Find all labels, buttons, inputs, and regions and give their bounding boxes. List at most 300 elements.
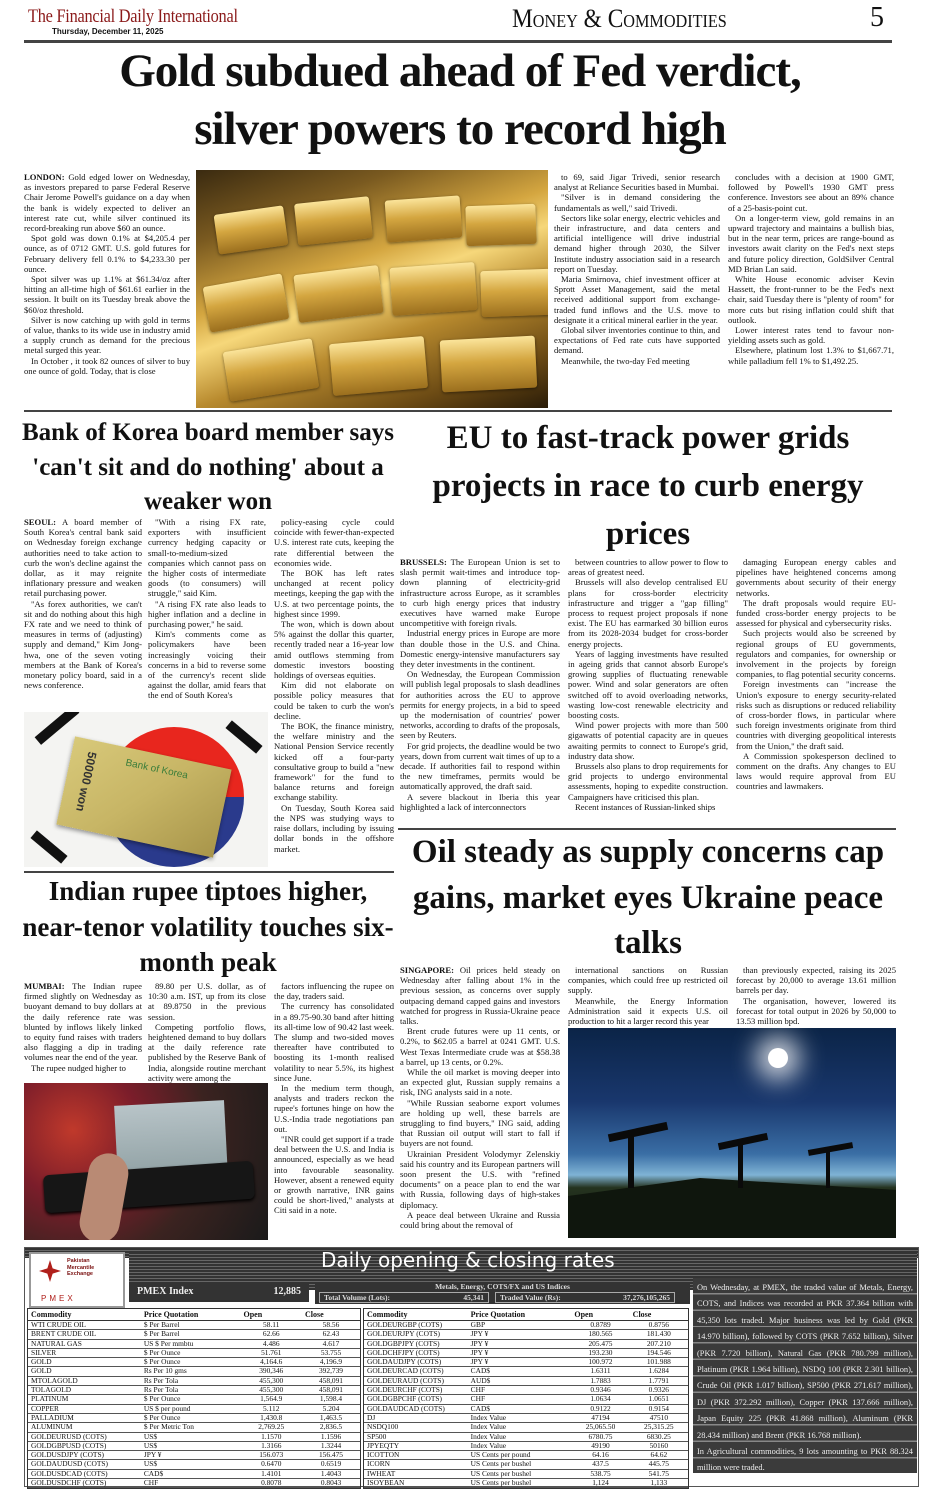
paragraph-text: Industrial energy prices in Europe are more than double those in the U.S. and China. Domestic energy-intensive manufacturers say they deter investments in the continent. bbox=[400, 628, 560, 670]
oil-column-3 bbox=[736, 965, 896, 1026]
quotation-cell: JPY ¥ bbox=[468, 1348, 572, 1357]
open-cell: 1.1570 bbox=[240, 1432, 302, 1441]
pmex-index-value: 12,885 bbox=[273, 1286, 301, 1297]
paragraph bbox=[24, 356, 190, 376]
paragraph-text: While the oil market is moving deeper into an expected glut, Russian supply remains a risk, ING analysts said in a note. bbox=[400, 1067, 560, 1098]
commodity-cell: GOLDUSDJPY (COTS) bbox=[28, 1451, 141, 1460]
commodity-cell: GOLDAUDCAD (COTS) bbox=[364, 1404, 468, 1413]
quotation-cell: GBP bbox=[468, 1321, 572, 1330]
paragraph-text: Sectors like solar energy, electric vehicles and their infrastructure, and data centers and artificial intelligence will drive industrial demand higher through 2030, the Silver Institute industry association said in a research report on Tuesday. bbox=[554, 212, 720, 274]
paragraph-text: Spot silver was up 1.1% at $61.34/oz after hitting an all-time high of $61.61 earlier in the session. It built on its Tuesday break above the $60/oz threshold. bbox=[24, 274, 190, 315]
paragraph bbox=[148, 599, 266, 630]
commodity-cell: GOLDGBPCHF (COTS) bbox=[364, 1395, 468, 1404]
commodity-cell: PLATINUM bbox=[28, 1395, 141, 1404]
quotation-cell: CAD$ bbox=[141, 1469, 241, 1478]
paragraph bbox=[554, 192, 720, 212]
paragraph-text: In October , it took 82 ounces of silver to buy one ounce of gold. Today, that is close bbox=[24, 355, 190, 376]
rate-row bbox=[28, 1348, 360, 1357]
paragraph-text: Brent crude futures were up 11 cents, or 0.2%, to $62.05 a barrel at 0241 GMT. U.S. West Texas Intermediate crude was at $58.38 a barrel, up 13 cents, or 0.2%. bbox=[400, 1026, 560, 1067]
paragraph-text: concludes with a decision at 1900 GMT, followed by Powell's 1930 GMT press conference. Investors see about an 89% chance of a 25-basis-point cut. bbox=[728, 172, 894, 213]
commodity-cell: GOLDEURGBP (COTS) bbox=[364, 1321, 468, 1330]
commodity-cell: GOLDEURCHF (COTS) bbox=[364, 1386, 468, 1395]
close-cell: 0.8043 bbox=[302, 1479, 360, 1488]
paragraph bbox=[736, 965, 896, 996]
rate-row bbox=[364, 1460, 688, 1469]
paragraph bbox=[728, 172, 894, 213]
pmex-index-label: PMEX Index bbox=[137, 1286, 194, 1297]
close-cell: 1.7791 bbox=[630, 1376, 688, 1385]
commodity-cell: GOLD bbox=[28, 1367, 141, 1376]
quotation-cell: JPY ¥ bbox=[468, 1330, 572, 1339]
pmex-summary-note bbox=[693, 1278, 917, 1473]
paragraph bbox=[554, 172, 720, 192]
dateline: LONDON: bbox=[24, 172, 65, 182]
paragraph bbox=[568, 557, 728, 577]
rupee-smartphone-photo bbox=[24, 1083, 268, 1240]
commodity-cell: WTI CRUDE OIL bbox=[28, 1321, 141, 1330]
quotation-cell: US Cents per bushel bbox=[468, 1469, 572, 1478]
paragraph-text: "With a rising FX rate, exporters with insufficient currency hedging capacity or small-to-medium-sized companies which cannot pass on the higher costs of intermediate goods (to consumers) will struggle," said Kim. bbox=[148, 517, 266, 599]
rupee-headline: Indian rupee tiptoes higher, near-tenor volatility touches six-month peak bbox=[22, 876, 394, 977]
rates-table-left-wrap bbox=[27, 1308, 361, 1489]
korea-column-3 bbox=[274, 517, 394, 854]
quotation-cell: $ Per Metric Ton bbox=[141, 1423, 241, 1432]
paragraph bbox=[400, 669, 560, 740]
close-cell: 0.8756 bbox=[630, 1321, 688, 1330]
rupee-rule bbox=[24, 871, 394, 873]
paragraph bbox=[728, 325, 894, 345]
close-cell: 25,315.25 bbox=[630, 1423, 688, 1432]
gold-headline-line1: Gold subdued ahead of Fed verdict, bbox=[119, 45, 801, 97]
open-cell: 156.073 bbox=[240, 1451, 302, 1460]
rate-row bbox=[28, 1386, 360, 1395]
close-cell: 62.43 bbox=[302, 1330, 360, 1339]
korea-column-2 bbox=[148, 517, 266, 701]
masthead: The Financial Daily International bbox=[28, 6, 238, 27]
paragraph-text: Elsewhere, platinum lost 1.3% to $1,667.71, while palladium fell 1% to $1,492.25. bbox=[728, 345, 894, 366]
gold-column-2 bbox=[554, 172, 720, 366]
paragraph-text: The European Union is set to slash permit wait-times and introduce top-down planning of electricity-grid infrastructure across Europe, as it scrambles to curb high energy prices that industry executives have warned make Europe uncompetitive with foreign rivals. bbox=[400, 557, 560, 629]
commodity-cell: GOLDEURJPY (COTS) bbox=[364, 1330, 468, 1339]
rates-subtitle: Metals, Energy, COTS/FX and US Indices bbox=[435, 1282, 570, 1291]
open-cell: 1,430.8 bbox=[240, 1413, 302, 1422]
paragraph-text: In the medium term though, analysts and traders reckon the rupee's fortunes hinge on how the U.S.-India trade negotiations pan out. bbox=[274, 1083, 394, 1134]
commodity-cell: GOLDEURAUD (COTS) bbox=[364, 1376, 468, 1385]
col-header: Commodity bbox=[364, 1309, 468, 1321]
quotation-cell: Rs Per Tola bbox=[141, 1386, 241, 1395]
paragraph bbox=[274, 517, 394, 568]
rate-row bbox=[28, 1432, 360, 1441]
paragraph bbox=[568, 965, 728, 996]
commodity-cell: IWHEAT bbox=[364, 1469, 468, 1478]
open-cell: 5.112 bbox=[240, 1404, 302, 1413]
paragraph bbox=[568, 577, 728, 648]
paragraph-text: "A rising FX rate also leads to higher inflation and a decline in purchasing power," he said. bbox=[148, 598, 266, 630]
quotation-cell: AUD$ bbox=[468, 1376, 572, 1385]
paragraph bbox=[148, 1022, 266, 1083]
paragraph-text: "As forex authorities, we can't sit and do nothing about this high FX rate and we need to think of measures in terms of (adjusting) supply and demand," Kim Jong-hwa, one of the seven voting members at the Bank of Korea's monetary policy board, said in a news conference. bbox=[24, 598, 142, 691]
commodity-cell: GOLDGBPUSD (COTS) bbox=[28, 1441, 141, 1450]
open-cell: 1.6311 bbox=[571, 1367, 629, 1376]
paragraph-text: policy-easing cycle could coincide with fewer-than-expected U.S. interest rate cuts, keeping the rate differential between the economies wide. bbox=[274, 517, 394, 568]
commodity-cell: JPYEQTY bbox=[364, 1441, 468, 1450]
traded-value-label: Traded Value (Rs): bbox=[500, 1293, 561, 1302]
korea-column-1 bbox=[24, 517, 142, 690]
open-cell: 1.7883 bbox=[571, 1376, 629, 1385]
dateline: SINGAPORE: bbox=[400, 965, 454, 975]
paragraph bbox=[400, 1067, 560, 1098]
quotation-cell: JPY ¥ bbox=[468, 1358, 572, 1367]
commodity-cell: GOLDEURCAD (COTS) bbox=[364, 1367, 468, 1376]
close-cell: 181.430 bbox=[630, 1330, 688, 1339]
quotation-cell: Rs Per Tola bbox=[141, 1376, 241, 1385]
page-number: 5 bbox=[870, 2, 884, 33]
paragraph-text: On a longer-term view, gold remains in an upward trajectory and maintains a bullish bias, but in the near term, prices are range-bound as investors await clarity on the Fed's next steps and future policy direction, GoldSilver Central MD Brian Lan said. bbox=[728, 212, 894, 274]
paragraph bbox=[24, 517, 142, 599]
paragraph-text: to 69, said Jigar Trivedi, senior research analyst at Reliance Securities based in Mumbai. bbox=[554, 172, 720, 193]
korea-headline: Bank of Korea board member says 'can't sit and do nothing' about a weaker won bbox=[22, 419, 394, 515]
open-cell: 455,300 bbox=[240, 1376, 302, 1385]
open-cell: 49190 bbox=[571, 1441, 629, 1450]
paragraph bbox=[400, 1149, 560, 1210]
paragraph bbox=[568, 649, 728, 720]
close-cell: 1,133 bbox=[630, 1479, 688, 1488]
pmex-logo bbox=[29, 1252, 125, 1308]
rate-row bbox=[364, 1432, 688, 1441]
paragraph bbox=[24, 1063, 142, 1073]
open-cell: 0.9346 bbox=[571, 1386, 629, 1395]
open-cell: 437.5 bbox=[571, 1460, 629, 1469]
paragraph bbox=[400, 1026, 560, 1067]
paragraph bbox=[400, 792, 560, 812]
paragraph-text: Brussels will also develop centralised EU plans for cross-border electricity infrastructure and trigger a "gap filling" process to request project proposals if none exist. The EU has earmarked 30 billion euros from its 2028-2034 budget for cross-border energy projects. bbox=[568, 577, 728, 649]
rate-row bbox=[28, 1358, 360, 1367]
col-header: Commodity bbox=[28, 1309, 141, 1321]
paragraph-text: between countries to allow power to flow to areas of greatest need. bbox=[568, 557, 728, 578]
rupee-column-2 bbox=[148, 981, 266, 1083]
open-cell: 205.475 bbox=[571, 1339, 629, 1348]
oil-column-2 bbox=[568, 965, 728, 1026]
paragraph bbox=[274, 1001, 394, 1083]
commodity-cell: NSDQ100 bbox=[364, 1423, 468, 1432]
rate-row bbox=[364, 1339, 688, 1348]
rate-row bbox=[28, 1460, 360, 1469]
col-header: Close bbox=[630, 1309, 688, 1321]
paragraph bbox=[274, 981, 394, 1001]
close-cell: 445.75 bbox=[630, 1460, 688, 1469]
quotation-cell: US $ per pound bbox=[141, 1404, 241, 1413]
close-cell: 1.4043 bbox=[302, 1469, 360, 1478]
commodity-cell: GOLDUSDCAD (COTS) bbox=[28, 1469, 141, 1478]
close-cell: 50160 bbox=[630, 1441, 688, 1450]
oil-pumpjack-photo bbox=[568, 1028, 896, 1238]
quotation-cell: US$ bbox=[141, 1432, 241, 1441]
paragraph-text: international sanctions on Russian companies, which could free up restricted oil supply. bbox=[568, 965, 728, 996]
paragraph bbox=[274, 680, 394, 721]
close-cell: 4,196.9 bbox=[302, 1358, 360, 1367]
quotation-cell: Index Value bbox=[468, 1441, 572, 1450]
paragraph bbox=[568, 761, 728, 802]
issue-date: Thursday, December 11, 2025 bbox=[52, 27, 164, 36]
close-cell: 1.6284 bbox=[630, 1367, 688, 1376]
rate-row bbox=[28, 1339, 360, 1348]
pmex-note-agri: In Agricultural commodities, 9 lots amounting to PKR 88.324 million were traded. bbox=[697, 1447, 913, 1473]
paragraph-text: A severe blackout in Iberia this year highlighted a lack of interconnectors bbox=[400, 791, 560, 812]
open-cell: 64.16 bbox=[571, 1451, 629, 1460]
paragraph bbox=[736, 598, 896, 629]
paragraph-text: White House economic adviser Kevin Hassett, the front-runner to be the Fed's next chair, said Tuesday there is "plenty of room" for more cuts but rising inflation could shift that outlook. bbox=[728, 274, 894, 325]
rupee-column-1 bbox=[24, 981, 142, 1073]
rate-row bbox=[364, 1479, 688, 1488]
paragraph bbox=[274, 619, 394, 680]
paragraph-text: Recent instances of Russian-linked ships bbox=[575, 801, 716, 812]
open-cell: 100.972 bbox=[571, 1358, 629, 1367]
rate-row bbox=[364, 1404, 688, 1413]
dateline: SEOUL: bbox=[24, 517, 56, 527]
gold-headline bbox=[20, 42, 900, 158]
eu-column-2 bbox=[568, 557, 728, 812]
paragraph-text: Ukrainian President Volodymyr Zelenskiy said his country and its European partners will soon present the U.S. with "refined documents" on a peace plan to end the war with Russia, following days of high-stakes diplomacy. bbox=[400, 1148, 560, 1210]
quotation-cell: CHF bbox=[468, 1395, 572, 1404]
paragraph-text: Oil prices held steady on Wednesday after falling about 1% in the previous session, as concerns over supply outpacing demand capped gains and investors watched for progress in Russia-Ukraine peace talks. bbox=[400, 965, 560, 1027]
section-rule bbox=[24, 410, 892, 412]
quotation-cell: Rs Per 10 gms bbox=[141, 1367, 241, 1376]
paragraph-text: "While Russian seaborne export volumes are holding up well, these barrels are struggling to find buyers," ING said, adding that Russian oil output will start to fall if buyers are not found. bbox=[400, 1097, 560, 1149]
close-cell: 0.9154 bbox=[630, 1404, 688, 1413]
paragraph bbox=[274, 1083, 394, 1134]
paragraph bbox=[24, 233, 190, 274]
paragraph bbox=[736, 996, 896, 1027]
paragraph bbox=[148, 517, 266, 599]
dateline: BRUSSELS: bbox=[400, 557, 447, 567]
open-cell: 25,065.50 bbox=[571, 1423, 629, 1432]
commodity-cell: GOLDGBPJPY (COTS) bbox=[364, 1339, 468, 1348]
paragraph-text: Silver is now catching up with gold in terms of value, thanks to its wide use in industry amid a supply crunch as demand for the precious metal surged this year. bbox=[24, 314, 190, 356]
quotation-cell: US$ bbox=[141, 1460, 241, 1469]
paragraph bbox=[554, 325, 720, 356]
paragraph-text: Foreign investments can "increase the Union's exposure to energy security-related risks such as disruptions or reduced reliability of cross-border flows, in particular where such foreign investments originate from third countries with diverging geopolitical interests from the Union," the draft said. bbox=[736, 679, 896, 751]
paragraph bbox=[400, 965, 560, 1026]
close-cell: 2,836.5 bbox=[302, 1423, 360, 1432]
commodity-cell: TOLAGOLD bbox=[28, 1386, 141, 1395]
section-title: Money & Commodities bbox=[512, 4, 727, 33]
paragraph bbox=[554, 356, 720, 366]
rate-row bbox=[28, 1479, 360, 1488]
paragraph-text: The currency has consolidated in a 89.75-90.30 band after hitting its all-time low of 90.42 last week. The slump and two-sided moves thereafter have contributed to boosting its 1-month realised volatility to near 5.5%, its highest since June. bbox=[274, 1001, 394, 1083]
paragraph-text: Global silver inventories continue to thin, and expectations of Fed rate cuts have supported demand. bbox=[554, 325, 720, 356]
quotation-cell: JPY ¥ bbox=[468, 1339, 572, 1348]
close-cell: 0.6519 bbox=[302, 1460, 360, 1469]
paragraph bbox=[568, 720, 728, 761]
paragraph-text: Such projects would also be screened by regional groups of EU governments, regulators and companies, for ownership or involvement in the projects by foreign companies, to flag potential security concerns. bbox=[736, 628, 896, 680]
open-cell: 1,564.9 bbox=[240, 1395, 302, 1404]
close-cell: 458,091 bbox=[302, 1376, 360, 1385]
quotation-cell: US Cents per bushel bbox=[468, 1479, 572, 1488]
paragraph bbox=[24, 172, 190, 233]
commodity-cell: ALUMINUM bbox=[28, 1423, 141, 1432]
eu-headline: EU to fast-track power grids projects in race to curb energy prices bbox=[432, 420, 864, 552]
paragraph-text: Lower interest rates tend to favour non-yielding assets such as gold. bbox=[728, 325, 894, 346]
paragraph-text: Meanwhile, the two-day Fed meeting bbox=[561, 355, 690, 366]
quotation-cell: CHF bbox=[141, 1479, 241, 1488]
open-cell: 51.761 bbox=[240, 1348, 302, 1357]
quotation-cell: $ Per Ounce bbox=[141, 1348, 241, 1357]
close-cell: 4.617 bbox=[302, 1339, 360, 1348]
commodity-cell: GOLDAUDUSD (COTS) bbox=[28, 1460, 141, 1469]
open-cell: 538.75 bbox=[571, 1469, 629, 1478]
paragraph-text: than previously expected, raising its 2025 forecast by 20,000 to average 13.61 million barrels per day. bbox=[736, 965, 896, 996]
volume-box bbox=[315, 1282, 690, 1304]
paragraph-text: Wind power projects with more than 500 gigawatts of potential capacity are in queues awaiting permits to connect to Europe's grid, industry data show. bbox=[568, 720, 728, 761]
commodity-cell: GOLDAUDJPY (COTS) bbox=[364, 1358, 468, 1367]
quotation-cell: US$ bbox=[141, 1441, 241, 1450]
rates-table-right-wrap bbox=[363, 1308, 689, 1489]
paragraph-text: "Silver is in demand considering the fundamentals as well," said Trivedi. bbox=[554, 192, 720, 213]
rate-row bbox=[28, 1367, 360, 1376]
commodity-cell: COPPER bbox=[28, 1404, 141, 1413]
paragraph bbox=[400, 741, 560, 792]
quotation-cell: US Cents per pound bbox=[468, 1451, 572, 1460]
volume-value: 45,341 bbox=[463, 1293, 484, 1302]
close-cell: 392,739 bbox=[302, 1367, 360, 1376]
paragraph bbox=[568, 996, 728, 1027]
open-cell: 4.486 bbox=[240, 1339, 302, 1348]
paragraph bbox=[24, 981, 142, 1063]
rate-row bbox=[364, 1413, 688, 1422]
close-cell: 5.204 bbox=[302, 1404, 360, 1413]
korean-won-photo bbox=[24, 712, 268, 867]
close-cell: 207.210 bbox=[630, 1339, 688, 1348]
paragraph-text: Competing portfolio flows, heightened demand to buy dollars at the daily reference rate published by the Reserve Bank of India, alongside routine merchant activity were among the bbox=[148, 1021, 266, 1083]
rate-row bbox=[28, 1395, 360, 1404]
paragraph-text: damaging European energy cables and pipelines have heightened concerns among governments about security of their energy networks. bbox=[736, 557, 896, 598]
rate-row bbox=[28, 1423, 360, 1432]
quotation-cell: CAD$ bbox=[468, 1404, 572, 1413]
gold-headline-line2: silver powers to record high bbox=[194, 103, 726, 155]
paragraph-text: Maria Smirnova, chief investment officer at Sprott Asset Management, said the metal received additional support from exchange-traded fund inflows and the U.S. move to designate it a critical mineral earlier in the year. bbox=[554, 274, 720, 325]
paragraph bbox=[554, 274, 720, 325]
paragraph-text: Spot gold was down 0.1% at $4,205.4 per ounce, as of 0712 GMT. U.S. gold futures for February delivery fell 0.1% to $4,233.30 per ounce. bbox=[24, 233, 190, 274]
open-cell: 455,300 bbox=[240, 1386, 302, 1395]
paragraph-text: "INR could get support if a trade deal between the U.S. and India is announced, especially as we head into favourable seasonality. However, absent a renewed equity or growth narrative, INR gains could be short-lived," analysts at Citi said in a note. bbox=[274, 1134, 394, 1216]
col-header: Price Quotation bbox=[468, 1309, 572, 1321]
quotation-cell: $ Per Ounce bbox=[141, 1395, 241, 1404]
quotation-cell: Index Value bbox=[468, 1423, 572, 1432]
paragraph-text: The organisation, however, lowered its forecast for total output in 2026 by 50,000 to 13.53 million bpd. bbox=[736, 995, 896, 1027]
rates-panel bbox=[24, 1247, 919, 1487]
paragraph bbox=[728, 213, 894, 274]
open-cell: 62.66 bbox=[240, 1330, 302, 1339]
quotation-cell: $ Per Ounce bbox=[141, 1358, 241, 1367]
rate-row bbox=[364, 1395, 688, 1404]
paragraph bbox=[24, 274, 190, 315]
close-cell: 541.75 bbox=[630, 1469, 688, 1478]
close-cell: 47510 bbox=[630, 1413, 688, 1422]
pmex-star-icon bbox=[39, 1260, 61, 1282]
commodity-cell: BRENT CRUDE OIL bbox=[28, 1330, 141, 1339]
col-header: Open bbox=[240, 1309, 302, 1321]
close-cell: 1.0651 bbox=[630, 1395, 688, 1404]
commodity-cell: MTOLAGOLD bbox=[28, 1376, 141, 1385]
paragraph bbox=[274, 803, 394, 854]
paragraph-text: The Indian rupee firmed slightly on Wednesday as buoyant demand to buy dollars at the daily reference rate was blunted by inflows likely linked to equity fund raises with traders also flagging a dip in trading volumes near the end of the year. bbox=[24, 981, 142, 1063]
col-header: Close bbox=[302, 1309, 360, 1321]
quotation-cell: $ Per Barrel bbox=[141, 1321, 241, 1330]
dateline: MUMBAI: bbox=[24, 981, 65, 991]
paragraph-text: A peace deal between Ukraine and Russia could bring about the removal of bbox=[400, 1209, 560, 1231]
paragraph bbox=[400, 557, 560, 628]
paragraph bbox=[148, 629, 266, 700]
commodity-cell: NATURAL GAS bbox=[28, 1339, 141, 1348]
commodity-cell: GOLDUSDCHF (COTS) bbox=[28, 1479, 141, 1488]
commodity-cell: ICORN bbox=[364, 1460, 468, 1469]
open-cell: 0.8789 bbox=[571, 1321, 629, 1330]
commodity-cell: GOLDEURUSD (COTS) bbox=[28, 1432, 141, 1441]
rate-row bbox=[364, 1367, 688, 1376]
open-cell: 58.11 bbox=[240, 1321, 302, 1330]
open-cell: 2,769.25 bbox=[240, 1423, 302, 1432]
close-cell: 101.988 bbox=[630, 1358, 688, 1367]
paragraph bbox=[728, 345, 894, 365]
paragraph-text: factors influencing the rupee on the day, traders said. bbox=[274, 981, 394, 1002]
paragraph bbox=[400, 1098, 560, 1149]
rate-row bbox=[28, 1330, 360, 1339]
rates-title: Daily opening & closing rates bbox=[321, 1248, 615, 1272]
gold-bars-photo bbox=[196, 170, 548, 408]
rate-row bbox=[364, 1330, 688, 1339]
open-cell: 1.0634 bbox=[571, 1395, 629, 1404]
paragraph bbox=[24, 599, 142, 691]
paragraph-text: The BOK, the finance ministry, the welfare ministry and the National Pension Service recently kicked off a four-party consultative group to build a "new framework" for the fund to balance returns and foreign exchange stability. bbox=[274, 721, 394, 803]
open-cell: 180.565 bbox=[571, 1330, 629, 1339]
open-cell: 0.6470 bbox=[240, 1460, 302, 1469]
close-cell: 1,463.5 bbox=[302, 1413, 360, 1422]
paragraph bbox=[736, 557, 896, 598]
gold-column-1 bbox=[24, 172, 190, 376]
paragraph-text: On Wednesday, the European Commission will publish legal proposals to slash deadlines for authorities across the EU to approve permits for energy projects, in a bid to speed up the modernisation of countries' power networks, according to drafts of the proposals, seen by Reuters. bbox=[400, 669, 560, 741]
paragraph bbox=[274, 721, 394, 803]
rates-table-right bbox=[364, 1309, 688, 1488]
quotation-cell: JPY ¥ bbox=[141, 1451, 241, 1460]
paragraph-text: Kim's comments come as policymakers have been increasingly voicing their concerns in a bid to reverse some of the currency's recent slide against the dollar, amid fears that the end of South Korea's bbox=[148, 629, 266, 701]
close-cell: 1.1596 bbox=[302, 1432, 360, 1441]
quotation-cell: US $ Per mmbtu bbox=[141, 1339, 241, 1348]
volume-label: Total Volume (Lots): bbox=[324, 1293, 390, 1302]
close-cell: 194.546 bbox=[630, 1348, 688, 1357]
paragraph bbox=[400, 628, 560, 669]
paragraph bbox=[274, 568, 394, 619]
pmex-abbr: PMEX bbox=[41, 1294, 76, 1303]
paragraph bbox=[728, 274, 894, 325]
paragraph-text: On Tuesday, South Korea said the NPS was studying ways to raise dollars, including by issuing dollar bonds in the offshore market. bbox=[274, 802, 394, 854]
pmex-logo-text: Pakistan Mercantile Exchange bbox=[67, 1258, 95, 1277]
open-cell: 390,346 bbox=[240, 1367, 302, 1376]
commodity-cell: SP500 bbox=[364, 1432, 468, 1441]
paragraph-text: Kim did not elaborate on possible policy measures that could be taken to curb the won's decline. bbox=[274, 680, 394, 721]
paragraph bbox=[736, 628, 896, 679]
open-cell: 1.3166 bbox=[240, 1441, 302, 1450]
open-cell: 4,164.6 bbox=[240, 1358, 302, 1367]
banknote-text: Bank of Korea bbox=[124, 757, 189, 782]
commodity-cell: ISOYBEAN bbox=[364, 1479, 468, 1488]
paragraph bbox=[554, 213, 720, 274]
paragraph-text: A board member of South Korea's central bank said on Wednesday foreign exchange authorities need to take action to curb the won's decline against the dollar, as it may reignite inflationary pressure and weaken retail purchasing power. bbox=[24, 517, 142, 599]
paragraph-text: Brussels also plans to drop requirements for grid projects to undergo environmental assessments, hoping to expedite construction. Campaigners have criticised this plan. bbox=[568, 761, 728, 802]
open-cell: 47194 bbox=[571, 1413, 629, 1422]
quotation-cell: Index Value bbox=[468, 1413, 572, 1422]
open-cell: 0.8078 bbox=[240, 1479, 302, 1488]
close-cell: 64.62 bbox=[630, 1451, 688, 1460]
